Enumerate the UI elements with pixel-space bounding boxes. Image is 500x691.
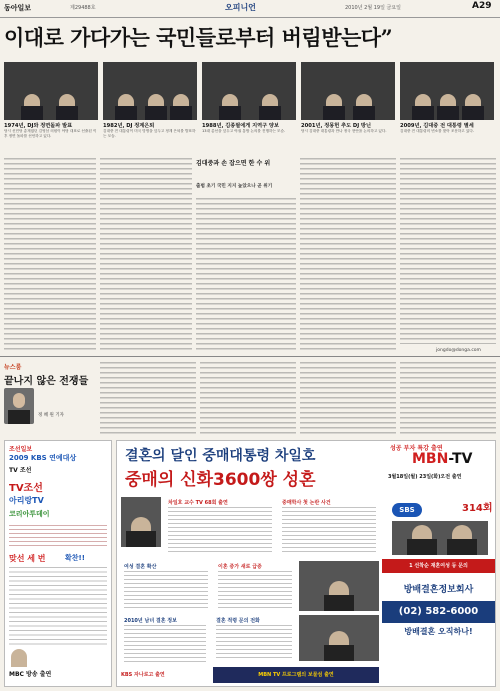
photo-caption-title: 1974년, DJ와 정면돌파 발표: [4, 123, 73, 129]
article-column-4: [300, 158, 396, 350]
page-headline: 이대로 가다가는 국민들로부터 버림받는다”: [4, 25, 393, 50]
section-divider: [0, 356, 500, 357]
article-subhead: 김대중과 손 잡으면 한 수 위: [196, 160, 271, 167]
ad-photo-1: [121, 497, 161, 547]
ad-photo-3: [299, 615, 379, 661]
ad-cell-6: [213, 615, 295, 663]
photo-1988: [202, 62, 296, 152]
ad-left-blue: 아리랑TV: [9, 496, 44, 505]
photo-caption-title: 2009년, 김대중 전 대통령 별세: [400, 123, 474, 129]
news-badge: 뉴스룸: [4, 364, 22, 371]
ad-main-title: 결혼의 달인 중매대통령 차일호: [125, 448, 316, 464]
photo-caption-title: 1982년, DJ 정계은퇴: [103, 123, 155, 129]
photo-caption-text: 13대 총선을 앞두고 야권 통합 논의를 진행하는 모습.: [202, 129, 286, 133]
article-column-5: [400, 158, 496, 344]
section-name: 오피니언: [225, 3, 256, 12]
photo-2001: [301, 62, 395, 152]
publish-date: 2010년 2월 19일 금요일: [345, 5, 402, 11]
ad-welcome: 방배결혼 오직하나!: [382, 625, 495, 639]
ad-left-text-block-2: [9, 567, 107, 647]
ad-left-mbc: MBC 방송 출연: [9, 671, 52, 678]
columnist-photo: [4, 388, 34, 424]
ad-left-big: 2009 KBS 연예대상: [9, 454, 77, 462]
ad-kbs: KBS 자나로고 출연: [121, 672, 165, 678]
ad-cell-2: [279, 497, 379, 557]
ad-left-person: [11, 649, 27, 667]
ad-cell-title: 2010년 남녀 결혼 정보: [124, 618, 177, 624]
photo-1982: [103, 62, 197, 152]
ad-main-title-2: 중매의 신화3600쌍 성혼: [125, 470, 316, 490]
ad-mbn-box: [382, 441, 495, 495]
ad-left-head: 조선일보: [9, 446, 33, 453]
mbn-logo-tv: -TV: [448, 451, 473, 467]
photo-image: [202, 62, 296, 120]
photo-strip: [4, 62, 496, 152]
ad-cell-1: [165, 497, 275, 557]
byline-email: jongdo@donga.com: [436, 348, 481, 353]
news-column-1: [100, 362, 196, 436]
news-column-4: [400, 362, 496, 436]
ad-left-red: TV조선: [9, 483, 43, 494]
photo-1974: [4, 62, 98, 152]
article-subhead-2: 출범 초기 국민 지지 높았으나 곧 위기: [196, 184, 273, 189]
ad-phone-number: (02) 582-6000: [382, 601, 495, 623]
ad-red-banner: 1 선착순 재혼여성 등 문의: [382, 559, 495, 573]
photo-image: [301, 62, 395, 120]
paper-name: 동아일보: [4, 4, 32, 12]
ad-left-mid: TV 조선: [9, 467, 32, 474]
ad-cell-5: [121, 615, 209, 665]
article-column-2: [100, 158, 192, 350]
photo-image: [400, 62, 494, 120]
ad-sbs-box: [382, 497, 495, 557]
news-column-3: [300, 362, 396, 436]
photo-caption-title: 1988년, 김종필에게 지역구 양보: [202, 123, 279, 129]
ad-cell-4: [215, 561, 295, 611]
ad-cell-title: 여성 결혼 확산: [124, 564, 157, 570]
ad-cell-title: 차일호 교수 TV 68회 출연: [168, 500, 228, 506]
sbs-episode: 314회: [462, 503, 493, 514]
ad-sbs-photo: [392, 521, 488, 555]
sbs-logo: SBS: [392, 503, 422, 517]
ad-left-text-block: [9, 525, 107, 549]
ad-mbn-date: 3월18일(월) 23일(화)오전 출연: [388, 474, 462, 480]
ad-cell-3: [121, 561, 211, 611]
article-column-3: [196, 198, 296, 350]
photo-image: [103, 62, 197, 120]
ad-main-panel: [116, 440, 496, 687]
ad-left-green: 코리아투데이: [9, 510, 50, 518]
ad-left-star: 확찬!!: [65, 554, 85, 562]
ad-mbn-tv: MBN TV 프로그램의 보물섬 출연: [213, 667, 379, 683]
ad-main-head: [117, 441, 377, 495]
ad-cell-title: 이혼 증가 새로 급증: [218, 564, 262, 570]
ad-left-slogan: 맞선 세 번: [9, 554, 46, 563]
photo-image: [4, 62, 98, 120]
photo-caption-text: 당시 김대중 대통령과 만나 정국 현안을 논의하고 있다.: [301, 129, 387, 133]
ad-cell-title: 중매학사 첫 논란 사건: [282, 500, 331, 506]
ad-company-name: 방배결혼정보회사: [382, 581, 495, 599]
article-column-1: [4, 158, 96, 350]
photo-caption-title: 2001년, 정몽헌 추도 DJ 방닌: [301, 123, 371, 129]
ad-mbn-top: 성공 부자 특강 출연: [390, 445, 443, 452]
issue-number: 제29488호: [70, 5, 96, 11]
columnist-name: 정 혜 원 기자: [38, 413, 65, 418]
photo-caption-text: 김대중 전 대통령의 빈소를 찾아 조문하고 있다.: [400, 129, 474, 133]
photo-2009: [400, 62, 494, 152]
news-column-2: [200, 362, 296, 436]
ad-photo-2: [299, 561, 379, 611]
photo-caption-text: 김대중 전 대통령이 미국 망명을 앞두고 정계 은퇴를 발표하는 모습.: [103, 129, 196, 138]
advertisement-area: [4, 440, 496, 687]
photo-caption-text: 당시 신민당 총재였던 김영삼 의원이 야당 대표로 선출된 이후 정면 돌파를 선언하고 있다.: [4, 129, 97, 138]
ad-cell-title: 결혼 적령 문의 전화: [216, 618, 260, 624]
ad-left-panel: [4, 440, 112, 687]
page-number: A29: [472, 1, 492, 11]
mbn-logo-text: MBN: [412, 451, 449, 467]
mbn-logo: [412, 451, 472, 467]
news-title: 끝나지 않은 전쟁들: [4, 376, 89, 387]
masthead: [0, 0, 500, 18]
